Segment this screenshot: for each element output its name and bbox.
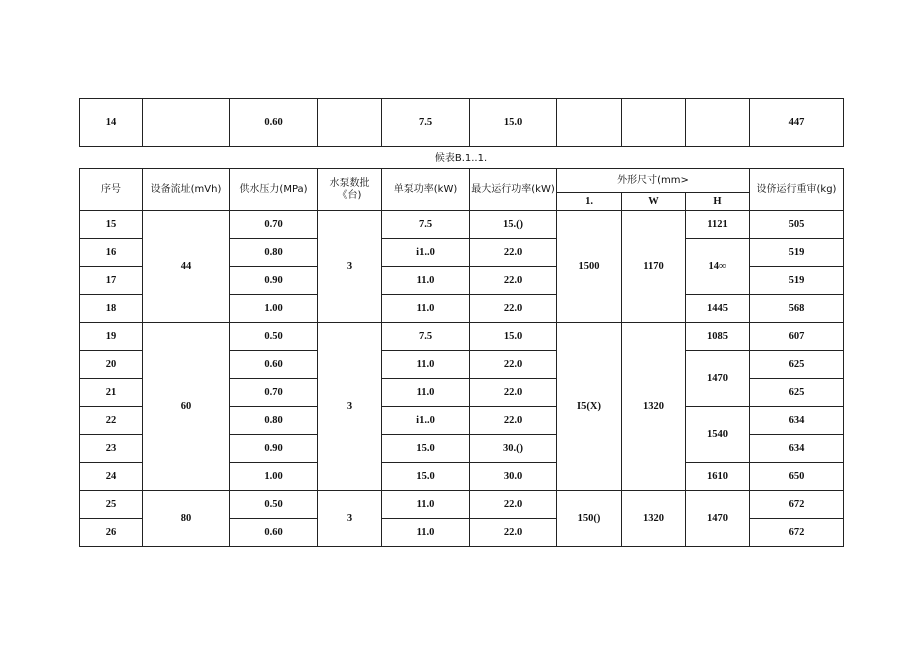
power-cell: 7.5 <box>382 323 470 351</box>
max-power-cell: 15.0 <box>470 99 557 147</box>
pressure-cell: 1.00 <box>230 295 318 323</box>
pressure-cell: 0.80 <box>230 239 318 267</box>
pressure-cell: 0.60 <box>230 519 318 547</box>
pumps-cell <box>318 99 382 147</box>
table-row <box>80 323 844 351</box>
seq-cell: 18 <box>80 295 143 323</box>
weight-cell: 519 <box>750 267 844 295</box>
power-cell: 15.0 <box>382 463 470 491</box>
dim-h-cell: 1085 <box>686 323 750 351</box>
dim-h-cell: 1445 <box>686 295 750 323</box>
max-power-cell: 22.0 <box>470 519 557 547</box>
max-power-cell: 22.0 <box>470 379 557 407</box>
max-power-cell: 22.0 <box>470 491 557 519</box>
weight-cell: 447 <box>750 99 844 147</box>
power-cell: 15.0 <box>382 435 470 463</box>
max-power-cell: 22.0 <box>470 267 557 295</box>
pressure-cell: 0.50 <box>230 491 318 519</box>
max-power-cell: 22.0 <box>470 351 557 379</box>
dim-h-cell: 1540 <box>686 407 750 463</box>
power-cell: 11.0 <box>382 519 470 547</box>
pressure-cell: 0.60 <box>230 351 318 379</box>
max-power-cell: 15.0 <box>470 323 557 351</box>
dim-l-cell <box>557 99 622 147</box>
equipment-spec-table <box>79 168 844 547</box>
seq-cell: 23 <box>80 435 143 463</box>
table-row <box>80 99 844 147</box>
dim-w-cell: 1320 <box>622 323 686 491</box>
seq-cell: 16 <box>80 239 143 267</box>
header-pressure: 供水压力(MPa) <box>230 169 318 211</box>
seq-cell: 22 <box>80 407 143 435</box>
seq-cell: 19 <box>80 323 143 351</box>
flow-cell: 80 <box>143 491 230 547</box>
power-cell: 11.0 <box>382 295 470 323</box>
seq-cell: 24 <box>80 463 143 491</box>
table-row <box>80 211 844 239</box>
header-max-power: 最大运行功率(kW) <box>470 169 557 211</box>
header-dim-l: 1. <box>557 193 622 211</box>
power-cell: 11.0 <box>382 379 470 407</box>
header-power: 单泵功率(kW) <box>382 169 470 211</box>
dim-h-cell: 1610 <box>686 463 750 491</box>
header-seq: 序号 <box>80 169 143 211</box>
power-cell: i1..0 <box>382 239 470 267</box>
weight-cell: 568 <box>750 295 844 323</box>
dim-l-cell: I5(X) <box>557 323 622 491</box>
pressure-cell: 0.70 <box>230 379 318 407</box>
dim-h-cell: 1470 <box>686 351 750 407</box>
power-cell: 7.5 <box>382 211 470 239</box>
power-cell: 11.0 <box>382 267 470 295</box>
header-pumps: 水泵数批《台) <box>318 169 382 211</box>
weight-cell: 625 <box>750 379 844 407</box>
pressure-cell: 1.00 <box>230 463 318 491</box>
table-row <box>80 491 844 519</box>
power-cell: 11.0 <box>382 351 470 379</box>
dim-h-cell: 1121 <box>686 211 750 239</box>
seq-cell: 15 <box>80 211 143 239</box>
flow-cell <box>143 99 230 147</box>
seq-cell: 17 <box>80 267 143 295</box>
dim-h-cell: 14∞ <box>686 239 750 295</box>
max-power-cell: 22.0 <box>470 407 557 435</box>
dim-h-cell <box>686 99 750 147</box>
header-flow: 设备流址(mVh) <box>143 169 230 211</box>
pressure-cell: 0.80 <box>230 407 318 435</box>
pumps-cell: 3 <box>318 491 382 547</box>
max-power-cell: 30.() <box>470 435 557 463</box>
seq-cell: 14 <box>80 99 143 147</box>
seq-cell: 26 <box>80 519 143 547</box>
header-weight: 设侪运行重审(kg) <box>750 169 844 211</box>
dim-l-cell: 1500 <box>557 211 622 323</box>
weight-cell: 634 <box>750 435 844 463</box>
weight-cell: 607 <box>750 323 844 351</box>
flow-cell: 44 <box>143 211 230 323</box>
previous-page-table <box>79 98 844 147</box>
max-power-cell: 22.0 <box>470 295 557 323</box>
seq-cell: 21 <box>80 379 143 407</box>
weight-cell: 672 <box>750 491 844 519</box>
weight-cell: 519 <box>750 239 844 267</box>
dim-h-cell: 1470 <box>686 491 750 547</box>
seq-cell: 25 <box>80 491 143 519</box>
header-dim-w: W <box>622 193 686 211</box>
weight-cell: 634 <box>750 407 844 435</box>
header-row <box>80 169 844 193</box>
pressure-cell: 0.90 <box>230 435 318 463</box>
weight-cell: 625 <box>750 351 844 379</box>
dim-l-cell: 150() <box>557 491 622 547</box>
dim-w-cell: 1170 <box>622 211 686 323</box>
max-power-cell: 30.0 <box>470 463 557 491</box>
power-cell: 7.5 <box>382 99 470 147</box>
flow-cell: 60 <box>143 323 230 491</box>
header-dim-h: H <box>686 193 750 211</box>
header-dims: 外形尺寸(mm> <box>557 169 750 193</box>
weight-cell: 505 <box>750 211 844 239</box>
max-power-cell: 15.() <box>470 211 557 239</box>
seq-cell: 20 <box>80 351 143 379</box>
max-power-cell: 22.0 <box>470 239 557 267</box>
weight-cell: 672 <box>750 519 844 547</box>
power-cell: i1..0 <box>382 407 470 435</box>
pumps-cell: 3 <box>318 211 382 323</box>
pressure-cell: 0.60 <box>230 99 318 147</box>
pressure-cell: 0.50 <box>230 323 318 351</box>
pumps-cell: 3 <box>318 323 382 491</box>
pressure-cell: 0.90 <box>230 267 318 295</box>
dim-w-cell: 1320 <box>622 491 686 547</box>
dim-w-cell <box>622 99 686 147</box>
pressure-cell: 0.70 <box>230 211 318 239</box>
table-caption: 候表B.1..1. <box>434 153 488 164</box>
power-cell: 11.0 <box>382 491 470 519</box>
weight-cell: 650 <box>750 463 844 491</box>
